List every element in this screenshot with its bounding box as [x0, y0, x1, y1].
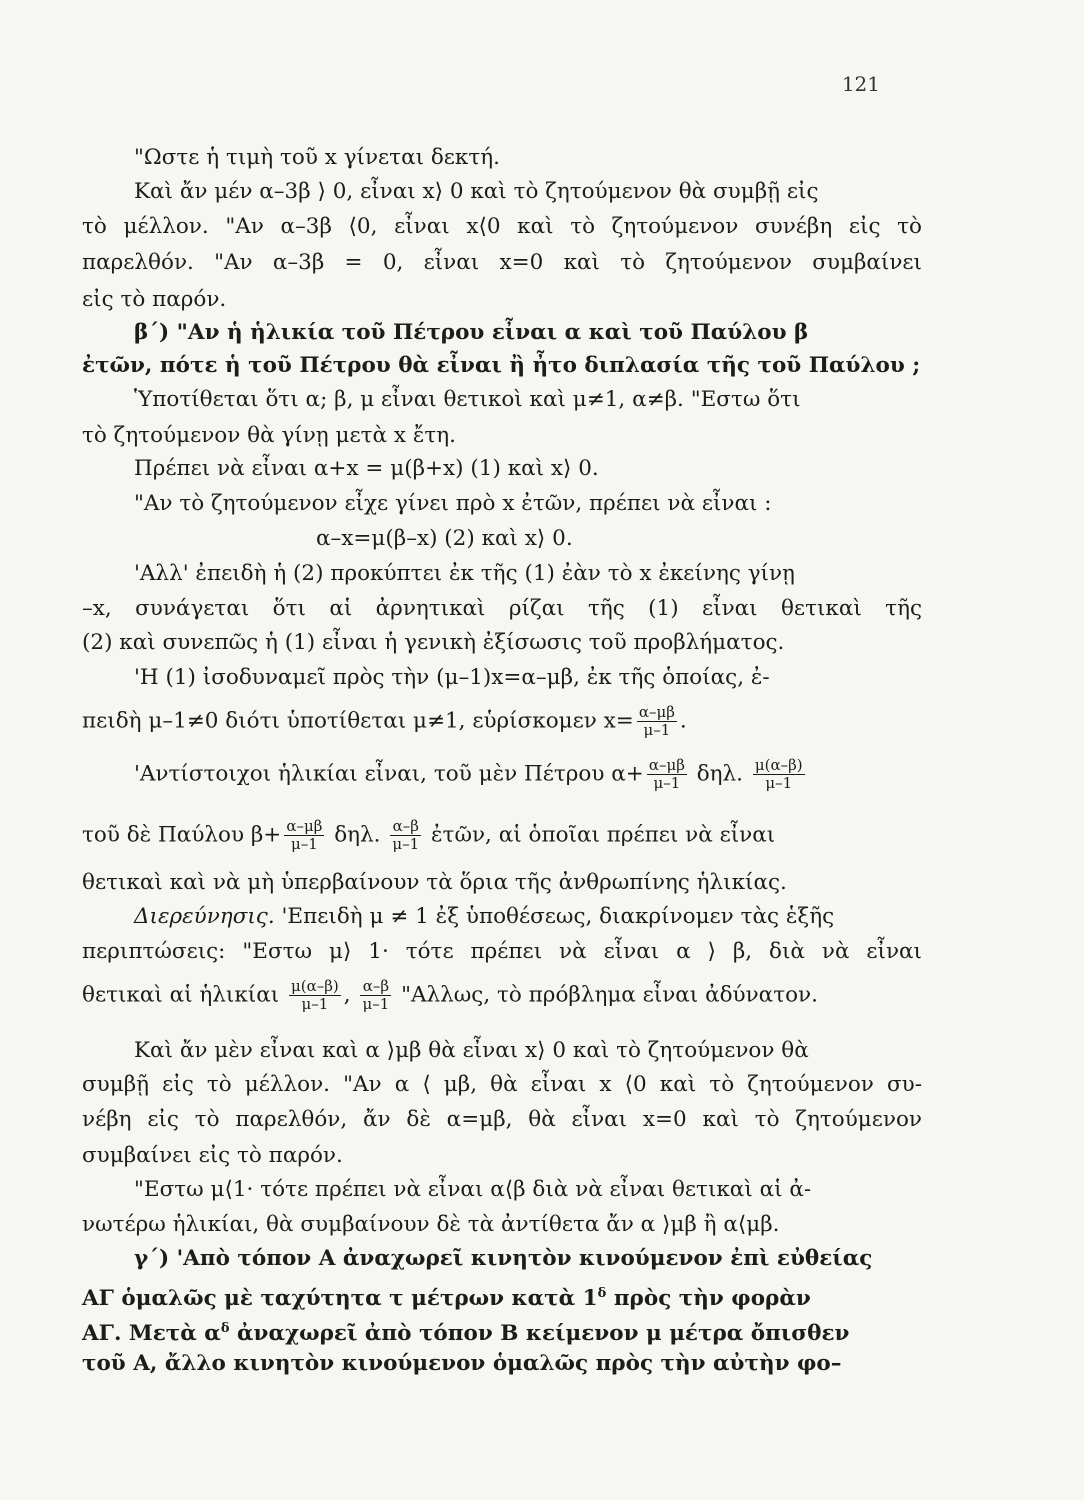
text-line: "Ωστε ἡ τιμὴ τοῦ x γίνεται δεκτή. [134, 145, 500, 170]
text-line: –x, συνάγεται ὅτι αἱ ἀρνητικαὶ ρίζαι τῆς (1) εἶναι θετικαὶ τῆς [82, 596, 922, 621]
problem-c-heading: ΑΓ ὁμαλῶς μὲ ταχύτητα τ μέτρων κατὰ $1^\delta$ πρὸς τὴν φορὰν [82, 1286, 811, 1312]
problem-b-heading: ἐτῶν, πότε ἡ τοῦ Πέτρου θὰ εἶναι ἢ ἦτο διπλασία τῆς τοῦ Παύλου ; [82, 353, 921, 378]
text-line: 'Αντίστοιχοι ἡλικίαι εἶναι, τοῦ μὲν Πέτρου α+ $\frac{\alpha-\mu\beta}{\mu-1}$ δηλ. $\frac{\mu(\alpha-\beta)}{\mu-1}$ [134, 756, 803, 792]
text-line: τὸ μέλλον. "Αν α–3β ⟨0, εἶναι x⟨0 καὶ τὸ ζητούμενον συνέβη εἰς τὸ [82, 214, 922, 239]
text-line: Καὶ ἄν μὲν εἶναι καὶ α ⟩μβ θὰ εἶναι x⟩ 0 καὶ τὸ ζητούμενον θὰ [134, 1038, 809, 1063]
fraction: $\frac{\mu(\alpha-\beta)}{\mu-1}$ [754, 756, 803, 792]
fraction: $\frac{\alpha-\beta}{\mu-1}$ [362, 977, 390, 1013]
text-line: παρελθόν. "Αν α–3β = 0, εἶναι x=0 καὶ τὸ ζητούμενον συμβαίνει [82, 250, 922, 275]
fraction: $\frac{\mu(\alpha-\beta)}{\mu-1}$ [291, 977, 339, 1013]
fraction: $\frac{\alpha-\beta}{\mu-1}$ [392, 817, 420, 853]
problem-b-heading: β΄) "Αν ἡ ἡλικία τοῦ Πέτρου εἶναι α καὶ τοῦ Παύλου β [134, 320, 809, 345]
page-number: 121 [841, 72, 880, 96]
text-line: "Εστω μ⟨1· τότε πρέπει νὰ εἶναι α⟨β διὰ νὰ εἶναι θετικαὶ αἱ ἀ- [134, 1177, 812, 1202]
fraction: $\frac{\alpha-\mu\beta}{\mu-1}$ [638, 703, 675, 739]
text-line: (2) καὶ συνεπῶς ἡ (1) εἶναι ἡ γενικὴ ἐξίσωσις τοῦ προβλήματος. [82, 630, 785, 655]
text-line: νέβη εἰς τὸ παρελθόν, ἄν δὲ α=μβ, θὰ εἶναι x=0 καὶ τὸ ζητούμενον [82, 1107, 922, 1132]
text-line: Καὶ ἄν μέν α–3β ⟩ 0, εἶναι x⟩ 0 καὶ τὸ ζητούμενον θὰ συμβῇ εἰς [134, 179, 819, 204]
problem-c-heading: ΑΓ. Μετὰ $\alpha^\delta$ ἀναχωρεῖ ἀπὸ τόπον Β κείμενον μ μέτρα ὄπισθεν [82, 1321, 850, 1347]
fraction: $\frac{\alpha-\mu\beta}{\mu-1}$ [648, 756, 685, 792]
text-line: περιπτώσεις: "Εστω μ⟩ 1· τότε πρέπει νὰ εἶναι α ⟩ β, διὰ νὰ εἶναι [82, 939, 922, 964]
equation-2: α–x=μ(β–x) (2) καὶ x⟩ 0. [316, 526, 573, 551]
text-line: νωτέρω ἡλικίαι, θὰ συμβαίνουν δὲ τὰ ἀντίθετα ἄν α ⟩μβ ἢ α⟨μβ. [82, 1212, 780, 1237]
text-line: θετικαὶ αἱ ἡλικίαι $\frac{\mu(\alpha-\beta)}{\mu-1}$ , $\frac{\alpha-\beta}{\mu-1}$ "Αλλως, τὸ πρόβλημα εἶναι ἀδύνατον. [82, 977, 818, 1013]
text-line: θετικαὶ καὶ νὰ μὴ ὑπερβαίνουν τὰ ὅρια τῆς ἀνθρωπίνης ἡλικίας. [82, 870, 787, 895]
text-line: "Αν τὸ ζητούμενον εἶχε γίνει πρὸ x ἐτῶν, πρέπει νὰ εἶναι : [134, 491, 772, 516]
text-line: 'Αλλ' ἐπειδὴ ἡ (2) προκύπτει ἐκ τῆς (1) ἐὰν τὸ x ἐκείνης γίνῃ [134, 561, 795, 586]
problem-c-heading: γ΄) 'Απὸ τόπον Α ἀναχωρεῖ κινητὸν κινούμενον ἐπὶ εὐθείας [134, 1246, 873, 1271]
fraction: $\frac{\alpha-\mu\beta}{\mu-1}$ [286, 817, 323, 853]
text-line: 'Η (1) ἰσοδυναμεῖ πρὸς τὴν (μ–1)x=α–μβ, ἐκ τῆς ὁποίας, ἐ- [134, 665, 770, 690]
text-line: τὸ ζητούμενον θὰ γίνῃ μετὰ x ἔτη. [82, 423, 456, 448]
text-line: τοῦ δὲ Παύλου β+ $\frac{\alpha-\mu\beta}{\mu-1}$ δηλ. $\frac{\alpha-\beta}{\mu-1}$ ἐτῶν, αἱ ὁποῖαι πρέπει νὰ εἶναι [82, 817, 776, 853]
text-line: Ὑποτίθεται ὅτι α; β, μ εἶναι θετικοὶ καὶ μ≠1, α≠β. "Εστω ὅτι [134, 387, 801, 412]
discussion-label: Διερεύνησις. [134, 904, 275, 929]
equation-1: Πρέπει νὰ εἶναι α+x = μ(β+x) (1) καὶ x⟩ 0. [134, 456, 599, 481]
text-line: συμβῇ εἰς τὸ μέλλον. "Αν α ⟨ μβ, θὰ εἶναι x ⟨0 καὶ τὸ ζητούμενον συ- [82, 1072, 922, 1097]
text-line: Διερεύνησις. 'Επειδὴ μ ≠ 1 ἐξ ὑποθέσεως, διακρίνομεν τὰς ἑξῆς [134, 904, 835, 929]
text-line: πειδὴ μ–1≠0 διότι ὑποτίθεται μ≠1, εὑρίσκομεν x= $\frac{\alpha-\mu\beta}{\mu-1}$ . [82, 703, 687, 739]
text-line: συμβαίνει εἰς τὸ παρόν. [82, 1143, 343, 1168]
text-line: εἰς τὸ παρόν. [82, 287, 227, 312]
problem-c-heading: τοῦ Α, ἄλλο κινητὸν κινούμενον ὁμαλῶς πρὸς τὴν αὐτὴν φο– [82, 1351, 842, 1376]
